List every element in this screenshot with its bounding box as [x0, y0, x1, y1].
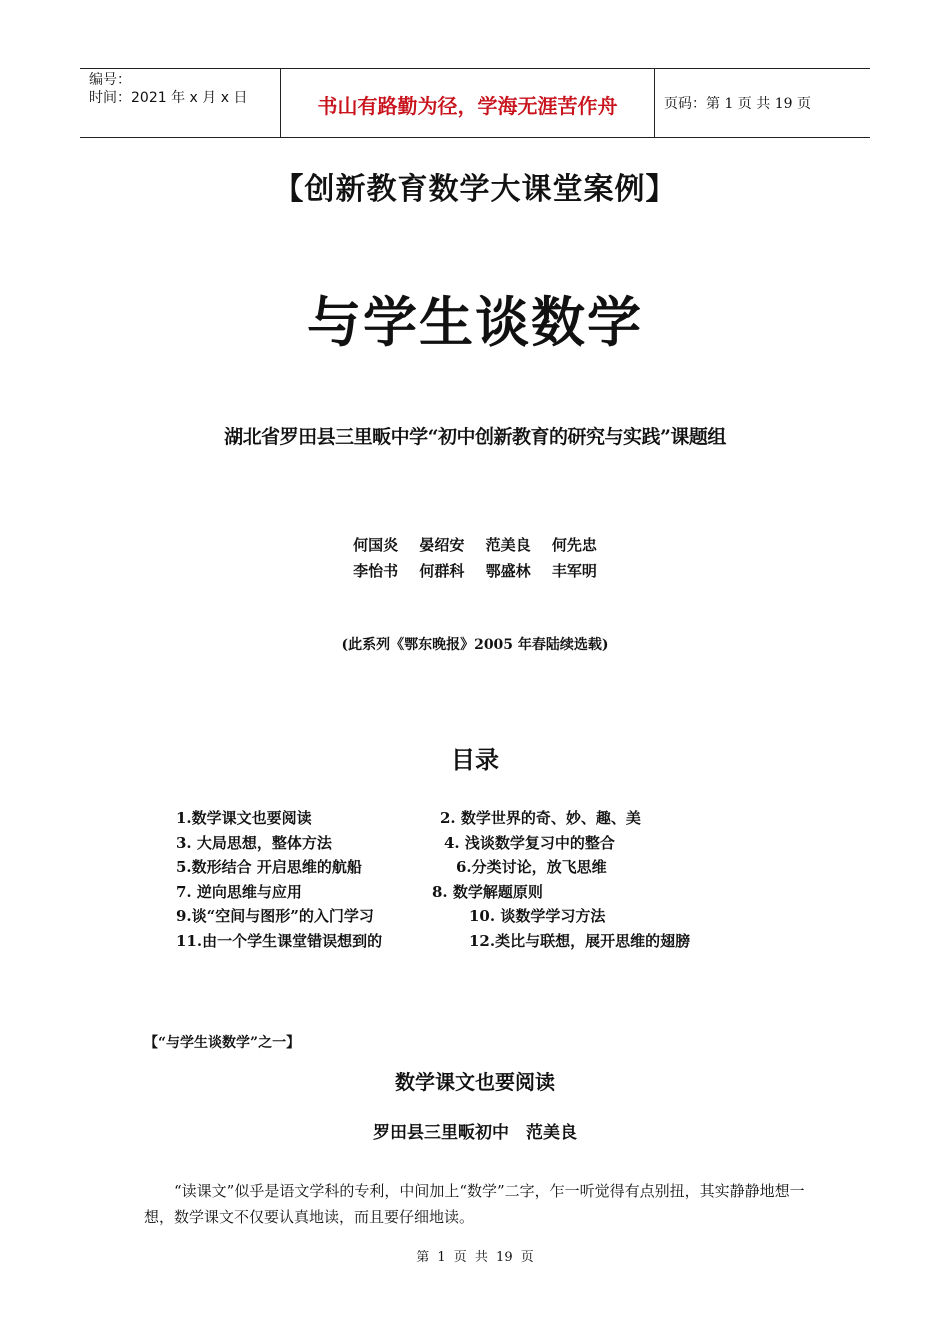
article-paragraph: “读课文”似乎是语文学科的专利，中间加上“数学”二字，乍一听觉得有点别扭，其实静静地想一想，数学课文不仅要认真地读，而且要仔细地读。 [144, 1182, 805, 1226]
author-list [0, 532, 950, 584]
toc-item[interactable]: 6.分类讨论，放飞思维 [456, 858, 607, 877]
toc-item[interactable]: 11.由一个学生课堂错误想到的 [176, 931, 383, 950]
main-title: 与学生谈数学 [307, 291, 643, 354]
toc-item[interactable]: 7. 逆向思维与应用 [176, 882, 302, 901]
toc-row [176, 806, 776, 831]
time-label: 时间：2021 年 x 月 x 日 [89, 90, 248, 106]
toc-item[interactable]: 1.数学课文也要阅读 [176, 809, 312, 827]
author-row [0, 558, 950, 584]
author-name: 晏绍安 [419, 536, 465, 554]
section-tag: 【“与学生谈数学”之一】 [144, 1035, 301, 1051]
toc-item[interactable]: 3. 大局思想，整体方法 [176, 833, 332, 852]
toc-title: 目录 [451, 746, 499, 774]
toc-row [176, 855, 776, 880]
group-name: 湖北省罗田县三里畈中学“初中创新教育的研究与实践”课题组 [224, 426, 726, 448]
toc-row [176, 831, 776, 856]
header-motto: 书山有路勤为径，学海无涯苦作舟 [281, 69, 655, 137]
toc-item[interactable]: 10. 谈数学学习方法 [469, 907, 606, 926]
author-name: 何先忠 [551, 536, 597, 554]
author-row [0, 532, 950, 558]
author-name: 范美良 [485, 536, 531, 554]
toc-item[interactable]: 9.谈“空间与图形”的入门学习 [176, 907, 374, 926]
number-label: 编号： [89, 72, 131, 88]
toc-item[interactable]: 5.数形结合 开启思维的航船 [176, 858, 362, 877]
author-name: 何群科 [419, 562, 465, 580]
author-name: 丰军明 [551, 562, 597, 580]
series-title: 【创新教育数学大课堂案例】 [273, 172, 677, 207]
article-author: 罗田县三里畈初中 范美良 [373, 1123, 577, 1143]
toc-item[interactable]: 8. 数学解题原则 [432, 882, 543, 901]
toc-item[interactable]: 2. 数学世界的奇、妙、趣、美 [440, 809, 641, 827]
author-name: 李怡书 [353, 562, 399, 580]
document-header [80, 68, 870, 138]
serialization-note: (此系列《鄂东晚报》2005 年春陆续选载) [341, 637, 609, 653]
toc-item[interactable]: 12.类比与联想，展开思维的翅膀 [469, 931, 691, 950]
page-footer: 第 1 页 共 19 页 [416, 1250, 534, 1265]
table-of-contents [176, 806, 776, 954]
author-name: 何国炎 [353, 536, 399, 554]
toc-item[interactable]: 4. 浅谈数学复习中的整合 [444, 833, 615, 852]
toc-row [176, 904, 776, 929]
header-page-info: 页码：第 1 页 共 19 页 [664, 96, 811, 112]
toc-row [176, 880, 776, 905]
toc-row [176, 929, 776, 954]
author-name: 鄂盛林 [485, 562, 531, 580]
article-title: 数学课文也要阅读 [395, 1070, 555, 1094]
header-meta [80, 69, 281, 137]
